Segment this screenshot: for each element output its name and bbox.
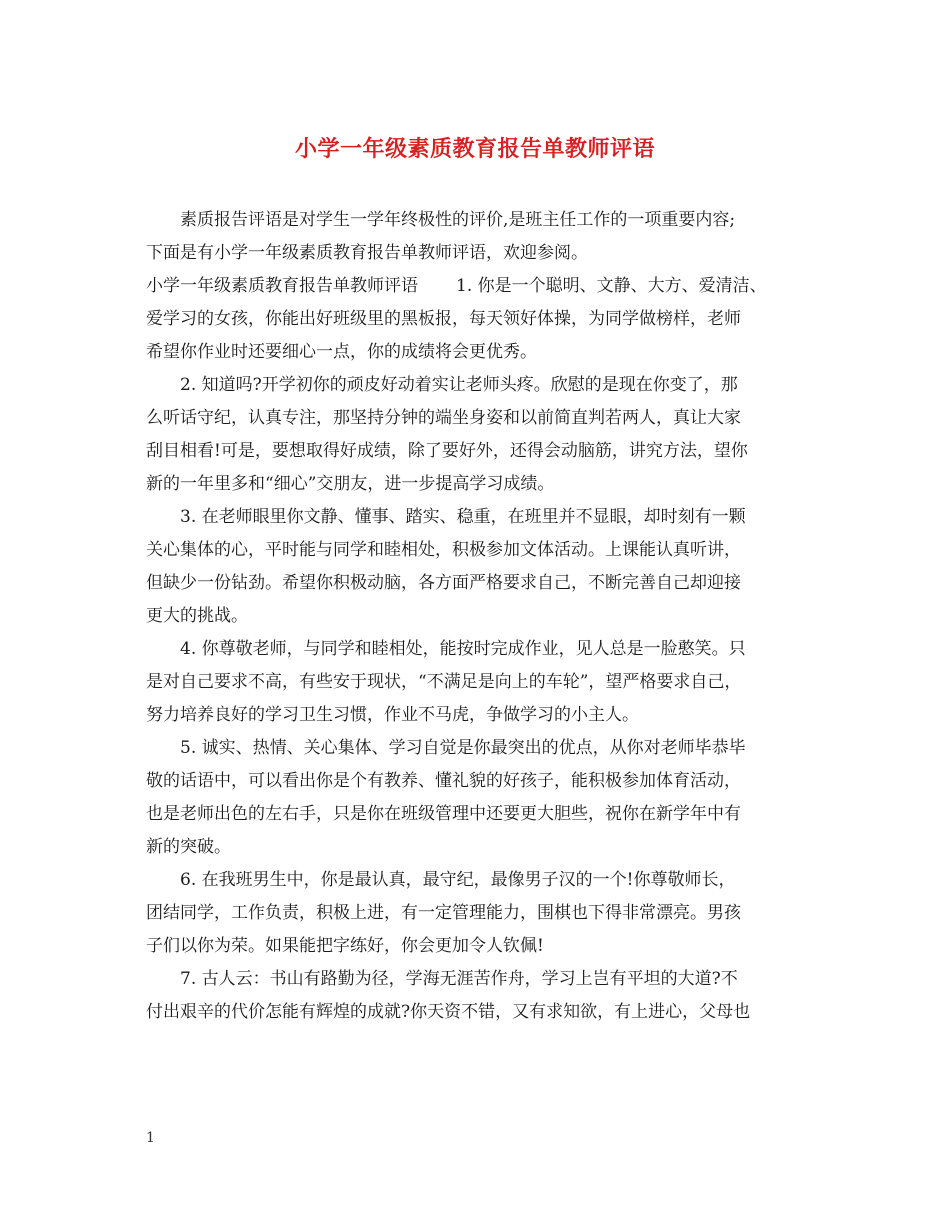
paragraph-line: 也是老师出色的左右手，只是你在班级管理中还要更大胆些，祝你在新学年中有 [146,804,741,824]
paragraph-line [146,270,818,303]
paragraph-line: 5. 诚实、热情、关心集体、学习自觉是你最突出的优点，从你对老师毕恭毕 [180,738,746,758]
paragraph-line: 子们以你为荣。如果能把字练好，你会更加令人钦佩! [146,936,544,956]
paragraph-line: 新的一年里多和“细心”交朋友，进一步提高学习成绩。 [146,474,555,494]
paragraph-line: 下面是有小学一年级素质教育报告单教师评语，欢迎参阅。 [146,243,588,263]
paragraph-line: 但缺少一份钻劲。希望你积极动脑，各方面严格要求自己，不断完善自己却迎接 [146,573,741,593]
paragraph-line: 2. 知道吗?开学初你的顽皮好动着实让老师头疼。欣慰的是现在你变了，那 [180,375,738,395]
paragraph-line: 6. 在我班男生中，你是最认真，最守纪，最像男子汉的一个!你尊敬师长， [180,870,736,890]
document-body [146,204,818,1029]
paragraph-line: 4. 你尊敬老师，与同学和睦相处，能按时完成作业，见人总是一脸憨笑。只 [180,639,746,659]
section-heading: 小学一年级素质教育报告单教师评语 [146,276,418,296]
paragraph-line: 7. 古人云：书山有路勤为径，学海无涯苦作舟，学习上岂有平坦的大道?不 [180,969,738,989]
paragraph-line: 新的突破。 [146,837,231,857]
paragraph-line: 素质报告评语是对学生一学年终极性的评价,是班主任工作的一项重要内容; [180,210,736,230]
paragraph-line: 么听话守纪，认真专注，那坚持分钟的端坐身姿和以前简直判若两人，真让大家 [146,408,741,428]
comment-item-1-start: 1. 你是一个聪明、文静、大方、爱清洁、 [456,276,767,296]
paragraph-line: 3. 在老师眼里你文静、懂事、踏实、稳重，在班里并不显眼，却时刻有一颗 [180,507,746,527]
document-title: 小学一年级素质教育报告单教师评语 [294,136,655,162]
paragraph-line: 希望你作业时还要细心一点，你的成绩将会更优秀。 [146,342,537,362]
paragraph-line: 付出艰辛的代价怎能有辉煌的成就?你天资不错，又有求知欲，有上进心，父母也 [146,1002,751,1022]
paragraph-line: 是对自己要求不高，有些安于现状，“不满足是向上的车轮”，望严格要求自己， [146,672,742,692]
paragraph-line: 刮目相看!可是，要想取得好成绩，除了要好外，还得会动脑筋，讲究方法，望你 [146,441,748,461]
page-number: 1 [146,1130,155,1146]
paragraph-line: 敬的话语中，可以看出你是个有教养、懂礼貌的好孩子，能积极参加体育活动， [146,771,741,791]
paragraph-line: 关心集体的心，平时能与同学和睦相处，积极参加文体活动。上课能认真听讲， [146,540,741,560]
paragraph-line: 团结同学，工作负责，积极上进，有一定管理能力，围棋也下得非常漂亮。男孩 [146,903,741,923]
paragraph-line: 更大的挑战。 [146,606,248,626]
paragraph-line: 努力培养良好的学习卫生习惯，作业不马虎，争做学习的小主人。 [146,705,639,725]
paragraph-line: 爱学习的女孩，你能出好班级里的黑板报，每天领好体操，为同学做榜样，老师 [146,309,741,329]
